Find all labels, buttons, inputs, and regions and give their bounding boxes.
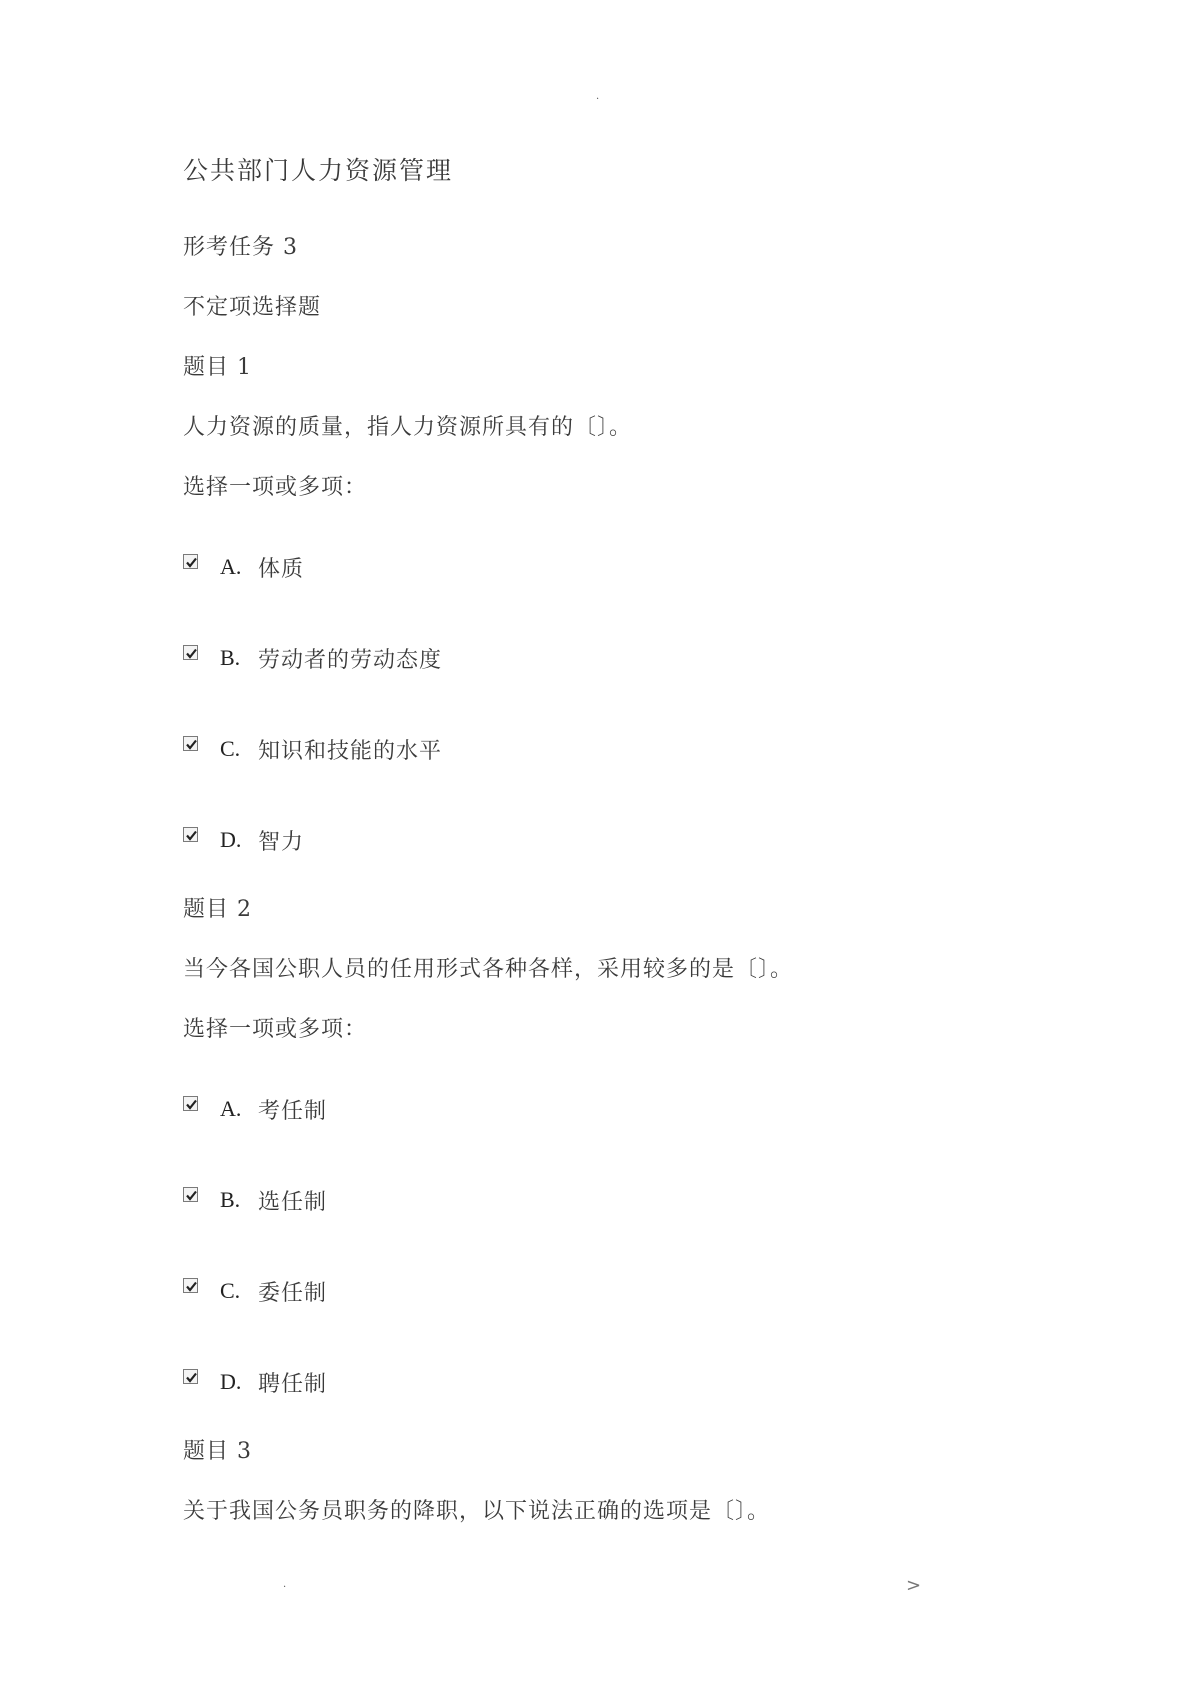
checkbox-checked-icon[interactable] [183,1187,198,1202]
option-text: 委任制 [258,1280,328,1306]
section-heading: 不定项选择题 [183,295,322,320]
option-letter: C. [220,736,241,761]
question-2-label: 题目 2 [183,897,252,922]
question-1-option-b[interactable] [183,643,442,673]
question-2-prompt: 选择一项或多项： [183,1017,368,1042]
question-2-option-b[interactable] [183,1185,327,1215]
question-1-text: 人力资源的质量，指人力资源所具有的〔〕。 [183,415,633,440]
option-text: 考任制 [258,1098,328,1124]
option-letter: A. [220,1096,242,1121]
footer-mark: . [283,1579,287,1590]
question-2-option-c[interactable] [183,1276,327,1306]
question-3-label: 题目 3 [183,1439,252,1464]
document-title: 公共部门人力资源管理 [183,156,454,185]
header-mark: . [596,91,600,102]
question-1-label: 题目 1 [183,355,252,380]
task-heading: 形考任务 3 [183,235,298,260]
question-2-option-a[interactable] [183,1094,327,1124]
option-text: 体质 [258,556,305,582]
option-letter: B. [220,645,241,670]
checkbox-checked-icon[interactable] [183,827,198,842]
checkbox-checked-icon[interactable] [183,1278,198,1293]
option-text: 聘任制 [258,1371,328,1397]
question-2-option-d[interactable] [183,1367,327,1397]
question-1-option-a[interactable] [183,552,304,582]
option-text: 知识和技能的水平 [258,738,443,764]
question-1-option-d[interactable] [183,825,304,855]
checkbox-checked-icon[interactable] [183,554,198,569]
option-text: 智力 [258,829,305,855]
next-page-icon[interactable]: > [906,1575,922,1596]
option-letter: D. [220,827,242,852]
checkbox-checked-icon[interactable] [183,1369,198,1384]
option-letter: B. [220,1187,241,1212]
checkbox-checked-icon[interactable] [183,736,198,751]
question-1-prompt: 选择一项或多项： [183,475,368,500]
option-letter: C. [220,1278,241,1303]
question-2-text: 当今各国公职人员的任用形式各种各样，采用较多的是〔〕。 [183,957,794,982]
option-text: 劳动者的劳动态度 [258,647,443,673]
option-text: 选任制 [258,1189,328,1215]
checkbox-checked-icon[interactable] [183,1096,198,1111]
question-1-option-c[interactable] [183,734,442,764]
question-3-text: 关于我国公务员职务的降职，以下说法正确的选项是〔〕。 [183,1499,771,1524]
checkbox-checked-icon[interactable] [183,645,198,660]
option-letter: D. [220,1369,242,1394]
option-letter: A. [220,554,242,579]
